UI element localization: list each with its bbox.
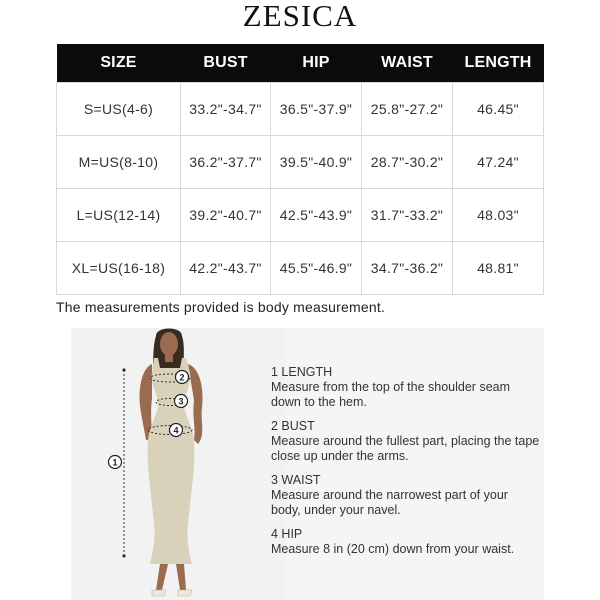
- model-head: [160, 332, 178, 356]
- length-line-top-dot: [122, 368, 125, 371]
- table-header-row: [57, 44, 544, 83]
- cell-length: 47.24": [453, 136, 544, 189]
- length-line-bottom-dot: [122, 554, 125, 557]
- model-figure: [72, 328, 287, 600]
- instruction-title: 2 BUST: [271, 419, 315, 433]
- instruction-title: 4 HIP: [271, 527, 303, 541]
- cell-size: M=US(8-10): [57, 136, 181, 189]
- table-row: [57, 136, 544, 189]
- marker-hip-label: 4: [173, 425, 179, 436]
- cell-size: L=US(12-14): [57, 189, 181, 242]
- header-hip: HIP: [271, 44, 362, 83]
- cell-hip: 42.5"-43.9": [271, 189, 362, 242]
- instruction-title: 3 WAIST: [271, 473, 321, 487]
- table-row: [57, 189, 544, 242]
- instruction-length: [271, 365, 541, 410]
- cell-length: 46.45": [453, 83, 544, 136]
- instruction-text: Measure 8 in (20 cm) down from your waist.: [271, 542, 515, 556]
- cell-bust: 42.2"-43.7": [181, 242, 271, 295]
- measurement-note: The measurements provided is body measurement.: [56, 299, 386, 315]
- model-dress: [148, 358, 195, 564]
- marker-length-label: 1: [112, 457, 118, 468]
- instruction-hip: [271, 527, 541, 557]
- table-row: [57, 242, 544, 295]
- header-size: SIZE: [57, 44, 181, 83]
- brand-logo: ZESICA: [242, 0, 358, 33]
- cell-hip: 45.5"-46.9": [271, 242, 362, 295]
- marker-length: [109, 456, 122, 469]
- cell-size: S=US(4-6): [57, 83, 181, 136]
- model-neck: [165, 354, 173, 362]
- cell-waist: 34.7"-36.2": [362, 242, 453, 295]
- cell-waist: 31.7"-33.2": [362, 189, 453, 242]
- size-chart-table: [56, 44, 544, 295]
- cell-length: 48.03": [453, 189, 544, 242]
- instruction-text: Measure around the fullest part, placing the tape close up under the arms.: [271, 434, 540, 463]
- cell-waist: 28.7"-30.2": [362, 136, 453, 189]
- header-waist: WAIST: [362, 44, 453, 83]
- header-bust: BUST: [181, 44, 271, 83]
- cell-hip: 36.5"-37.9": [271, 83, 362, 136]
- model-left-arm: [140, 364, 153, 440]
- marker-bust-label: 2: [179, 372, 185, 383]
- cell-length: 48.81": [453, 242, 544, 295]
- cell-size: XL=US(16-18): [57, 242, 181, 295]
- instruction-title: 1 LENGTH: [271, 365, 333, 379]
- measurement-instructions: [271, 365, 541, 566]
- cell-bust: 36.2"-37.7": [181, 136, 271, 189]
- instruction-bust: [271, 419, 541, 464]
- cell-waist: 25.8"-27.2": [362, 83, 453, 136]
- cell-bust: 33.2"-34.7": [181, 83, 271, 136]
- instruction-text: Measure from the top of the shoulder seam down to the hem.: [271, 380, 511, 409]
- cell-bust: 39.2"-40.7": [181, 189, 271, 242]
- instruction-text: Measure around the narrowest part of your body, under your navel.: [271, 488, 508, 517]
- marker-bust: [176, 371, 189, 384]
- model-legs: [156, 564, 186, 590]
- table-row: [57, 83, 544, 136]
- header-length: LENGTH: [453, 44, 544, 83]
- marker-hip: [170, 424, 183, 437]
- marker-waist: [175, 395, 188, 408]
- model-shoes: [152, 590, 192, 596]
- cell-hip: 39.5"-40.9": [271, 136, 362, 189]
- marker-waist-label: 3: [178, 396, 184, 407]
- instruction-waist: [271, 473, 541, 518]
